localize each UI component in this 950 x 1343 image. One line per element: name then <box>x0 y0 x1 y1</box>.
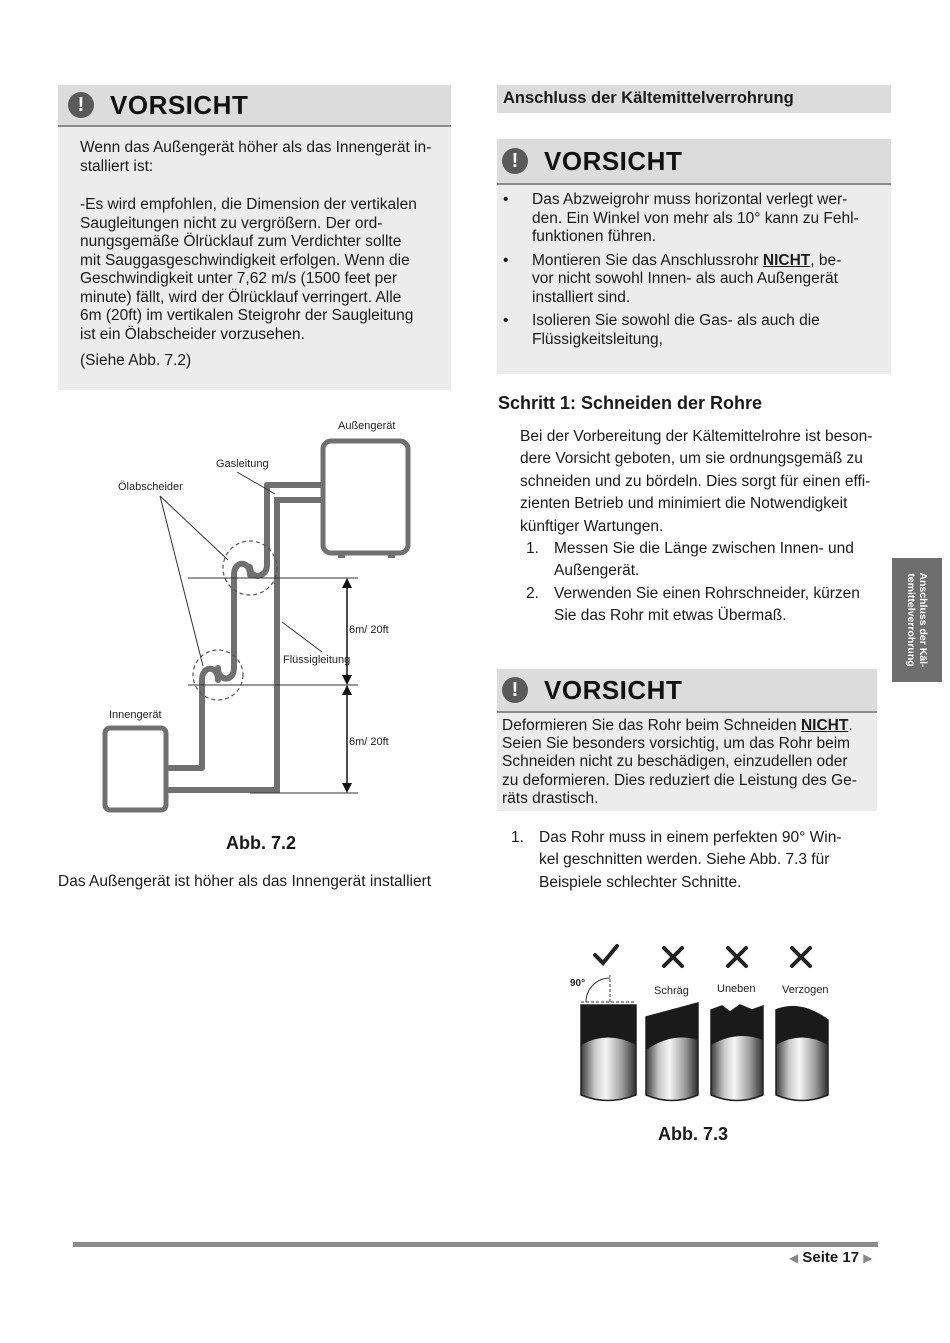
step-list <box>520 538 892 628</box>
triangle-left-icon: ◀ <box>789 1251 799 1265</box>
gas-line-pipe <box>165 485 323 768</box>
figure-7-2-caption: Abb. 7.2 <box>226 833 297 853</box>
piping-diagram <box>95 410 475 825</box>
pipe-straight <box>581 1005 636 1101</box>
cross-icon <box>728 948 746 966</box>
exclamation-icon: ! <box>502 148 528 174</box>
check-icon <box>595 946 617 963</box>
figure-7-3-caption: Abb. 7.3 <box>658 1124 729 1144</box>
step-title: Schritt 1: Schneiden der Rohre <box>498 393 763 413</box>
page-label: Seite 17 <box>802 1249 860 1266</box>
caution-text: -Es wird empfohlen, die Dimension der vertikalen Saugleitungen nicht zu vergrößern. Der ord- nungsgemäße Ölrücklauf zum Verdichter sollte mit Sauggasgeschwindigkeit erfolgen. Wenn die Geschwindigkeit unter 7,62 m/s (1500 feet per minute) fällt, wird der Ölrücklauf verringert. Alle 6m (20ft) im vertikalen Steigrohr der Saugleitung ist ein Ölabscheider vorzusehen. <box>80 196 417 343</box>
cross-icon <box>792 948 810 966</box>
caution-title: VORSICHT <box>110 89 249 120</box>
right-caution-header <box>497 139 891 185</box>
side-tab-label: Anschluss der Käl- temittelverrohrung <box>905 572 929 668</box>
caution-bullet: • Isolieren Sie sowohl die Gas- als auch die Flüssigkeitsleitung, <box>497 312 883 349</box>
cut-item: 1. Das Rohr muss in einem perfekten 90° Win- kel geschnitten werden. Siehe Abb. 7.3 für Beispiele schlechter Schnitte. <box>511 829 842 891</box>
liquid-line-pipe <box>165 500 323 790</box>
step-intro: Bei der Vorbereitung der Kältemittelrohre ist beson- dere Vorsicht geboten, um sie ordnungsgemäß zu schneiden und zu bördeln. Dies sorgt für einen effi- zienten Betrieb und minimiert die Notwendigkeit künftiger Wartungen. <box>520 428 873 535</box>
caution-bullet: • Montieren Sie das Anschlussrohr NICHT, be- vor nicht sowohl Innen- als auch Außengerät installiert sind. <box>497 252 883 308</box>
caution-title: VORSICHT <box>544 674 683 705</box>
caution-intro: Wenn das Außengerät höher als das Innengerät in- stalliert ist: <box>80 139 432 175</box>
right-caution2-header <box>497 669 877 713</box>
pipe-slanted <box>646 1003 698 1101</box>
step-item: 1. Messen Sie die Länge zwischen Innen- und Außengerät. <box>526 540 854 580</box>
caution-bullet-list <box>497 191 883 349</box>
figure-7-2-description: Das Außengerät ist höher als das Innengerät installiert <box>58 873 432 890</box>
right-caution-body <box>497 185 891 374</box>
label-distorted: Verzogen <box>782 984 829 996</box>
caution-reference: (Siehe Abb. 7.2) <box>80 352 192 369</box>
label-outdoor-unit: Außengerät <box>338 420 396 432</box>
left-caution-body <box>58 127 451 390</box>
indoor-unit-shape <box>105 728 166 810</box>
caution-title: VORSICHT <box>544 145 683 176</box>
label-height-lower: 6m/ 20ft <box>349 736 389 748</box>
label-gas-line: Gasleitung <box>216 458 269 470</box>
section-title: Anschluss der Kältemittelverrohrung <box>497 85 891 113</box>
outdoor-unit-shape <box>323 441 408 553</box>
cut-instruction <box>505 827 875 894</box>
angle-label: 90° <box>570 978 586 989</box>
pipe-uneven <box>711 1005 763 1101</box>
right-caution2-body: Deformieren Sie das Rohr beim Schneiden NICHT. Seien Sie besonders vorsichtig, um das Rohr beim Schneiden nicht zu beschädigen, einzudellen oder zu deformieren. Dies reduziert die Leistung des Ge- räts drastisch. <box>497 713 877 811</box>
label-height-upper: 6m/ 20ft <box>349 624 389 636</box>
footer-divider <box>73 1242 878 1247</box>
page-number <box>789 1249 873 1266</box>
triangle-right-icon: ▶ <box>863 1251 873 1265</box>
cross-icon <box>664 948 682 966</box>
emphasis-nicht: NICHT <box>800 717 849 734</box>
exclamation-icon: ! <box>502 677 528 703</box>
caution-bullet: • Das Abzweigrohr muss horizontal verlegt wer- den. Ein Winkel von mehr als 10° kann zu Fehl- funktionen führen. <box>497 191 883 247</box>
label-uneven: Uneben <box>717 983 756 995</box>
label-indoor-unit: Innengerät <box>109 709 162 721</box>
step-text <box>520 426 892 628</box>
left-caution-header <box>58 85 451 127</box>
emphasis-nicht: NICHT <box>762 251 811 269</box>
pipe-distorted <box>776 1007 828 1101</box>
label-oil-separator: Ölabscheider <box>118 481 183 493</box>
step-item: 2. Verwenden Sie einen Rohrschneider, kürzen Sie das Rohr mit etwas Übermaß. <box>526 584 860 625</box>
label-liquid-line: Flüssigleitung <box>283 654 351 666</box>
label-slanted: Schräg <box>654 985 689 997</box>
exclamation-icon: ! <box>68 92 94 118</box>
pipe-cut-diagram <box>560 935 840 1110</box>
chapter-side-tab[interactable] <box>892 558 942 682</box>
